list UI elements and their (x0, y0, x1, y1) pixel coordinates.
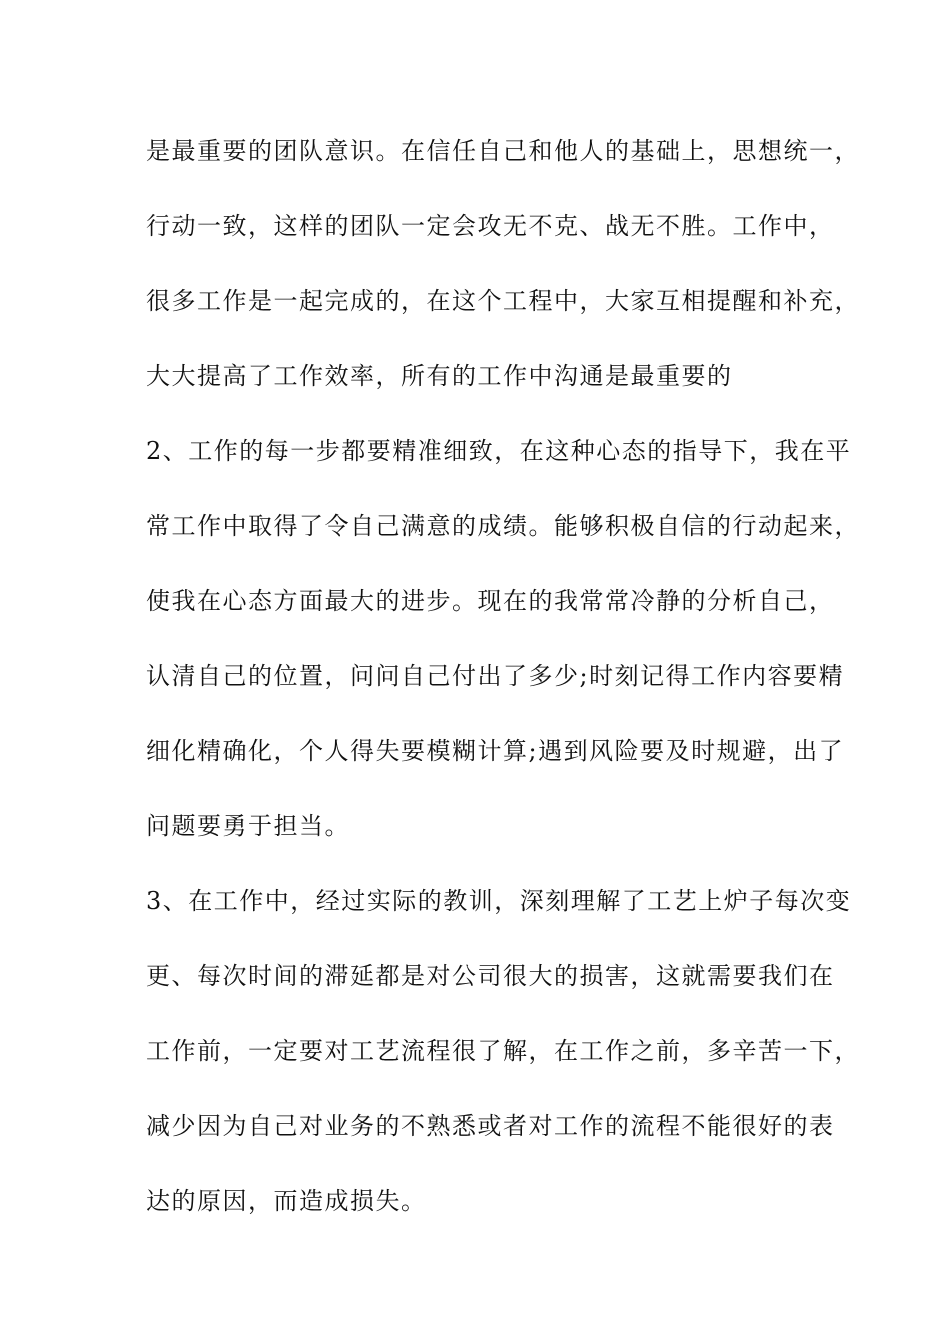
text-line: 是最重要的团队意识。在信任自己和他人的基础上，思想统一， (146, 137, 860, 165)
text-line: 行动一致，这样的团队一定会攻无不克、战无不胜。工作中， (146, 212, 835, 240)
text-line: 减少因为自己对业务的不熟悉或者对工作的流程不能很好的表 (146, 1112, 835, 1140)
text-line: 常工作中取得了令自己满意的成绩。能够积极自信的行动起来， (146, 512, 860, 540)
text-line: 细化精确化，个人得失要模糊计算;遇到风险要及时规避，出了 (146, 737, 845, 765)
text-line: 大大提高了工作效率，所有的工作中沟通是最重要的 (146, 362, 733, 390)
text-line: 工作前，一定要对工艺流程很了解，在工作之前，多辛苦一下， (146, 1037, 860, 1065)
text-line: 使我在心态方面最大的进步。现在的我常常冷静的分析自己， (146, 587, 835, 615)
text-line: 问题要勇于担当。 (146, 812, 350, 840)
text-line: 很多工作是一起完成的，在这个工程中，大家互相提醒和补充， (146, 287, 860, 315)
text-line: 认清自己的位置，问问自己付出了多少;时刻记得工作内容要精 (146, 662, 845, 690)
text-line: 达的原因，而造成损失。 (146, 1187, 427, 1215)
text-line: 更、每次时间的滞延都是对公司很大的损害，这就需要我们在 (146, 962, 835, 990)
text-line: 2、工作的每一步都要精准细致，在这种心态的指导下，我在平 (146, 437, 852, 465)
text-line: 3、在工作中，经过实际的教训，深刻理解了工艺上炉子每次变 (146, 887, 852, 915)
